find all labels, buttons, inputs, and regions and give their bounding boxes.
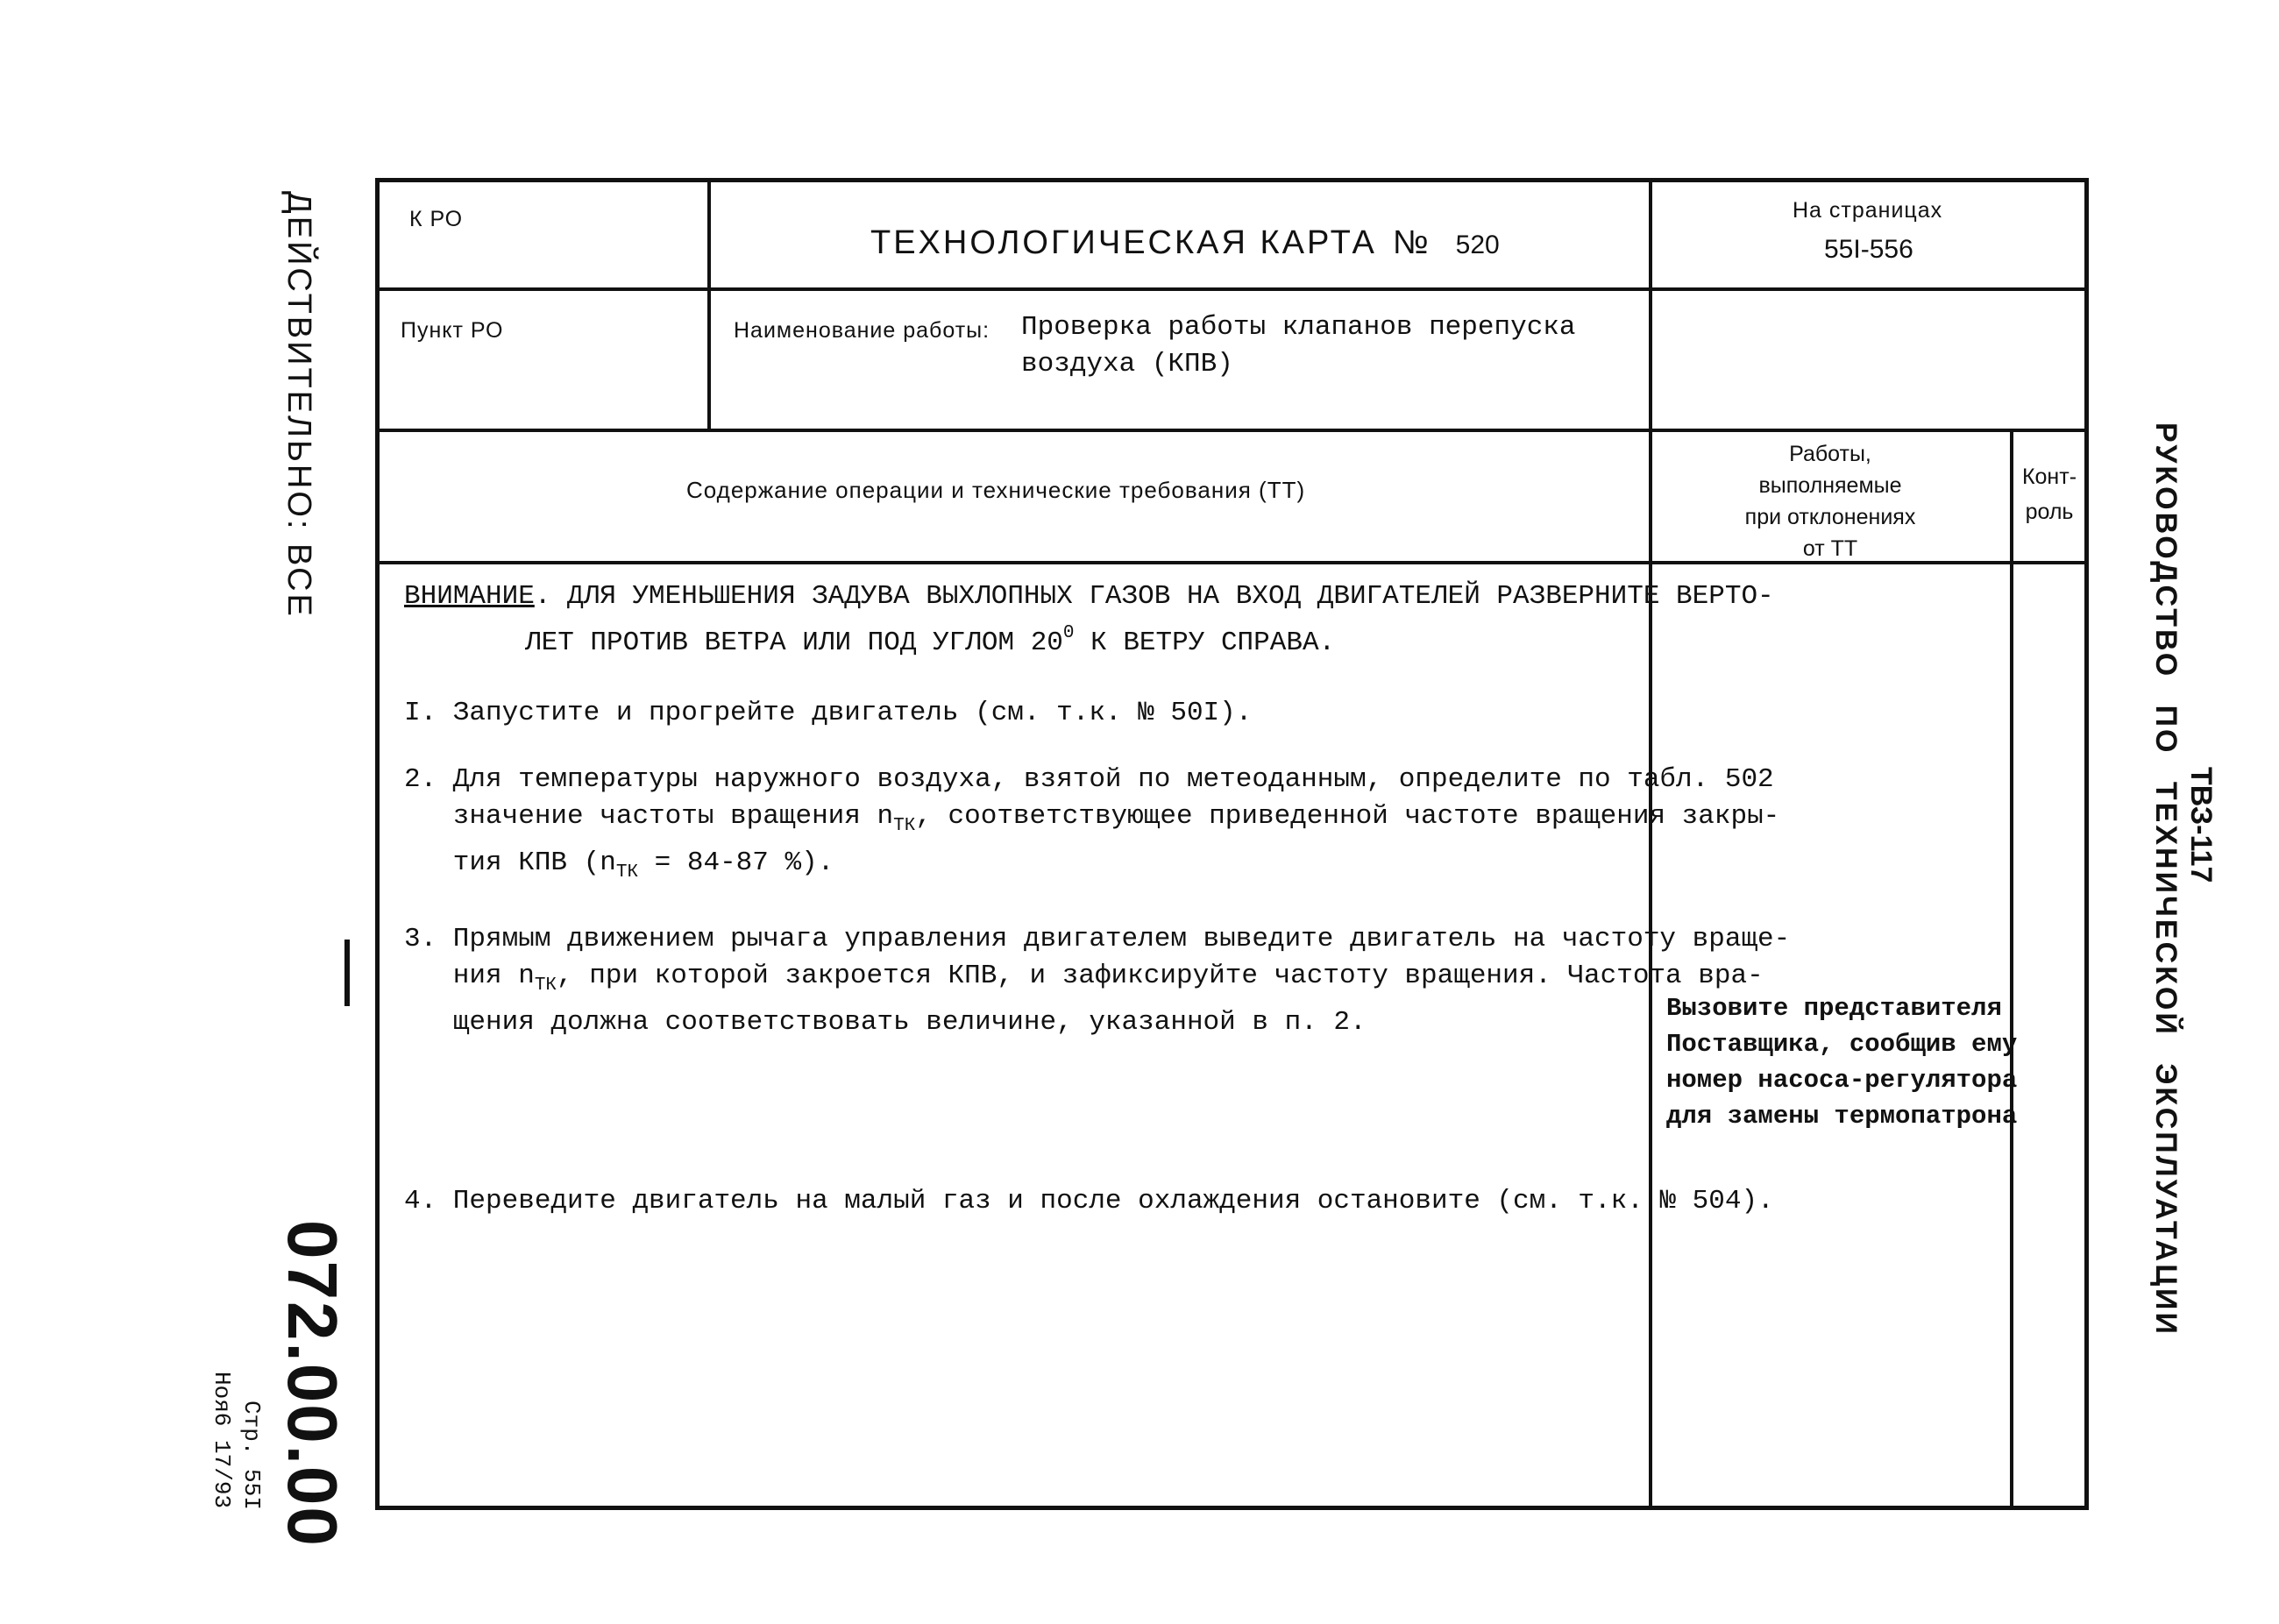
on-pages-label: На страницах [1793,198,1943,223]
step-2-line-2: значение частоты вращения $n_{ТК}$, соответствующее приведенной частоте вращения закры- [404,801,1780,836]
page-reference: Стр. 55I [238,1401,265,1510]
deviation-action-line-3: номер насоса-регулятора [1666,1066,2018,1095]
work-name-label: Наименование работы: [734,318,990,343]
manual-title: РУКОВОДСТВО ПО ТЕХНИЧЕСКОЙ ЭКСПЛУАТАЦИИ [2149,422,2183,1337]
warning-line-1: ВНИМАНИЕ. ДЛЯ УМЕНЬШЕНИЯ ЗАДУВА ВЫХЛОПНЫХ ГАЗОВ НА ВХОД ДВИГАТЕЛЕЙ РАЗВЕРНИТЕ ВЕРТО- [404,581,1774,612]
deviation-action [1666,990,2017,1134]
margin-bar [344,940,350,1006]
deviation-action-line-2: Поставщика, сообщив ему [1666,1030,2018,1059]
card-title-text: ТЕХНОЛОГИЧЕСКАЯ КАРТА [870,224,1377,261]
punkt-ro-label: Пункт РО [401,318,504,343]
control-column-header [2013,459,2085,529]
card-number: 520 [1455,230,1500,259]
step-4: 4. Переведите двигатель на малый газ и после охлаждения остановите (см. т.к. № 504). [404,1186,1774,1216]
step-2 [404,762,1790,891]
control-header-line-2: роль [2025,500,2074,524]
pages-range: 55I-556 [1824,235,1913,264]
operation-content [404,578,1790,1220]
step-2-line-1: 2. Для температуры наружного воздуха, взятой по метеоданным, определите по табл. 502 [404,764,1774,795]
step-1: I. Запустите и прогрейте двигатель (см. т.к. № 50I). [404,698,1253,728]
work-name-line-1: Проверка работы клапанов перепуска [1021,312,1576,343]
deviations-column-header [1652,438,2008,564]
deviation-action-line-1: Вызовите представителя [1666,994,2002,1023]
deviations-header-line-1: Работы, [1789,442,1871,466]
date-reference: Ноя6 17/93 [209,1372,235,1509]
card-title [870,224,1500,262]
deviations-header-line-3: при отклонениях [1744,505,1916,529]
work-name-line-2: воздуха (КПВ) [1021,349,1233,379]
step-3-line-2: ния $n_{ТК}$, при которой закроется КПВ, и зафиксируйте частоту вращения. Частота вра- [404,961,1764,996]
engine-model: ТВЗ-117 [2184,767,2218,883]
step-2-line-3: тия КПВ ($n_{ТК} = 84-87$ %). [404,847,834,883]
step-3-line-3: щения должна соответствовать величине, указанной в п. 2. [404,1007,1367,1038]
deviations-header-line-2: выполняемые [1758,473,1902,498]
step-3-line-1: 3. Прямым движением рычага управления двигателем выведите двигатель на частоту враще- [404,924,1791,954]
validity-stamp: ДЕЙСТВИТЕЛЬНО: ВСЕ [280,191,317,619]
k-ro-label: К РО [409,207,464,231]
warning-label: ВНИМАНИЕ [404,581,535,612]
number-sign: № [1392,224,1431,261]
content-column-header: Содержание операции и технические требования (ТТ) [686,477,1306,503]
warning-line-2: ЛЕТ ПРОТИВ ВЕТРА ИЛИ ПОД УГЛОМ $20^0$ К ВЕТРУ СПРАВА. [525,623,1336,658]
document-code: 072.00.00 [273,1220,351,1548]
control-header-line-1: Конт- [2021,465,2077,489]
deviation-action-line-4: для замены термопатрона [1666,1102,2018,1131]
deviations-header-line-4: от ТТ [1802,536,1858,561]
work-name [1021,309,1576,383]
step-3 [404,921,1790,1041]
technological-card [375,178,2089,1510]
